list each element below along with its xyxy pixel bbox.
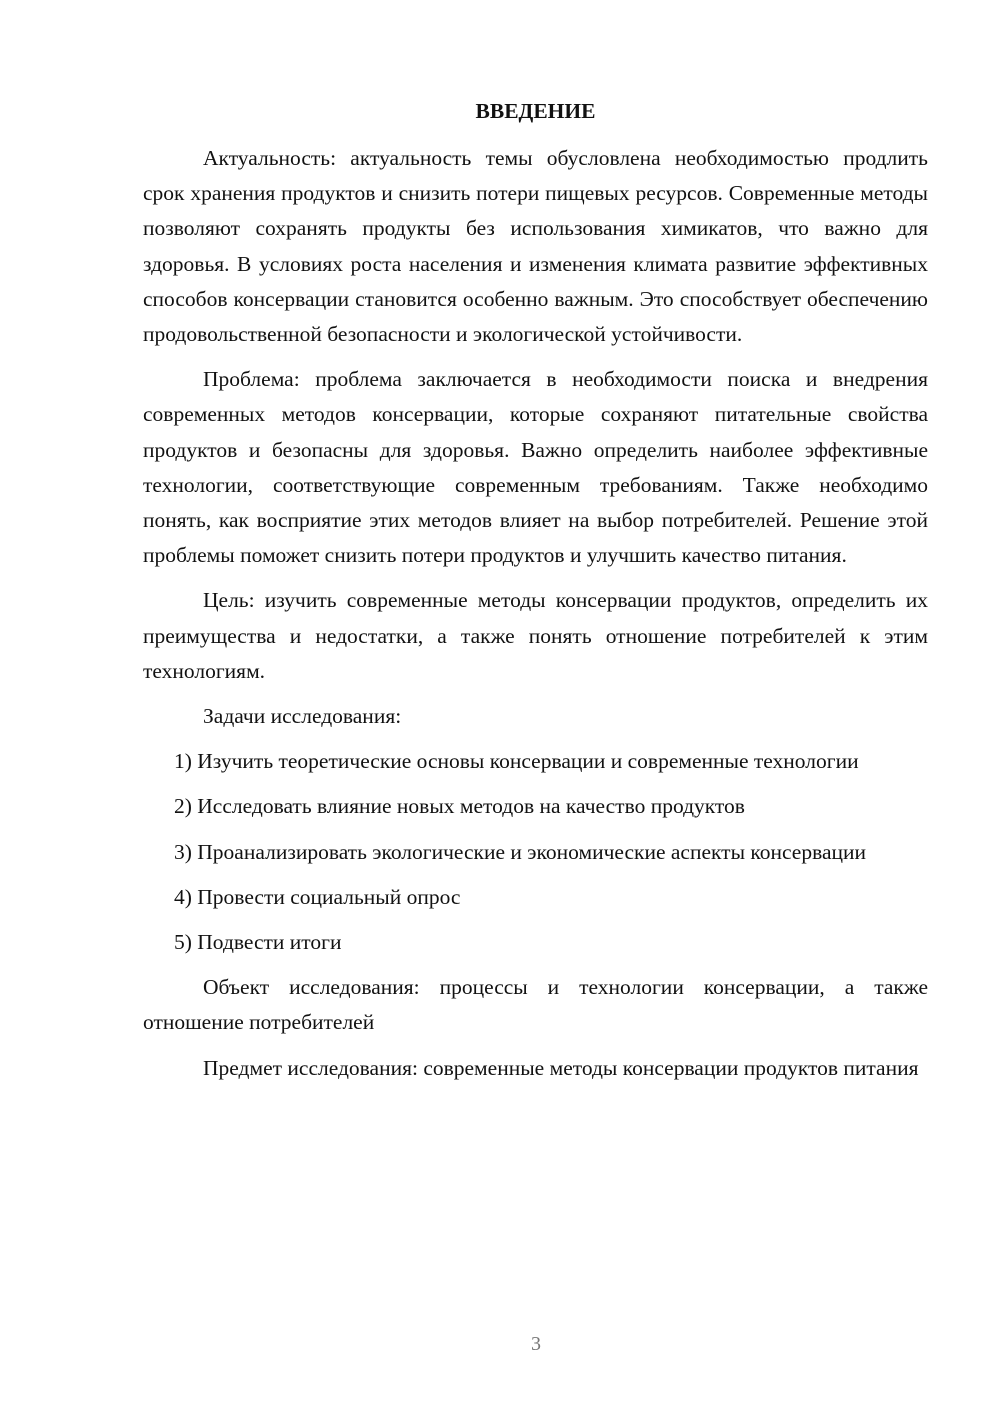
page-title: ВВЕДЕНИЕ: [475, 99, 596, 123]
paragraph-tasks-heading: Задачи исследования:: [203, 704, 402, 729]
list-item: 2) Исследовать влияние новых методов на качество продуктов: [174, 794, 745, 819]
paragraph-problem: Проблема: проблема заключается в необходимости поиска и внедрения современных методов консервации, которые сохраняют питательные свойства продуктов и безопасны для здоровья. Важно определить наиболее эффективные технологии, соответствующие современным требованиям. Также необходимо понять, как восприятие этих методов влияет на выбор потребителей. Решение этой проблемы поможет снизить потери продуктов и улучшить качество питания.: [143, 367, 928, 568]
page-content: [143, 95, 928, 1096]
paragraph-subject: Предмет исследования: современные методы консервации продуктов питания: [203, 1055, 919, 1080]
paragraph-object: Объект исследования: процессы и технологии консервации, а также отношение потребителей: [143, 975, 928, 1035]
list-item: 5) Подвести итоги: [174, 930, 342, 955]
list-item: 4) Провести социальный опрос: [174, 884, 461, 909]
list-item: 3) Проанализировать экологические и экономические аспекты консервации: [174, 839, 867, 864]
paragraph-goal: Цель: изучить современные методы консервации продуктов, определить их преимущества и недостатки, а также понять отношение потребителей к этим технологиям.: [143, 588, 928, 683]
page-number: 3: [531, 1333, 541, 1355]
list-item: 1) Изучить теоретические основы консервации и современные технологии: [174, 749, 859, 774]
paragraph-relevance: Актуальность: актуальность темы обусловлена необходимостью продлить срок хранения продуктов и снизить потери пищевых ресурсов. Современные методы позволяют сохранять продукты без использования химикатов, что важно для здоровья. В условиях роста населения и изменения климата развитие эффективных способов консервации становится особенно важным. Это способствует обеспечению продовольственной безопасности и экологической устойчивости.: [143, 146, 928, 347]
tasks-list: [143, 744, 928, 960]
